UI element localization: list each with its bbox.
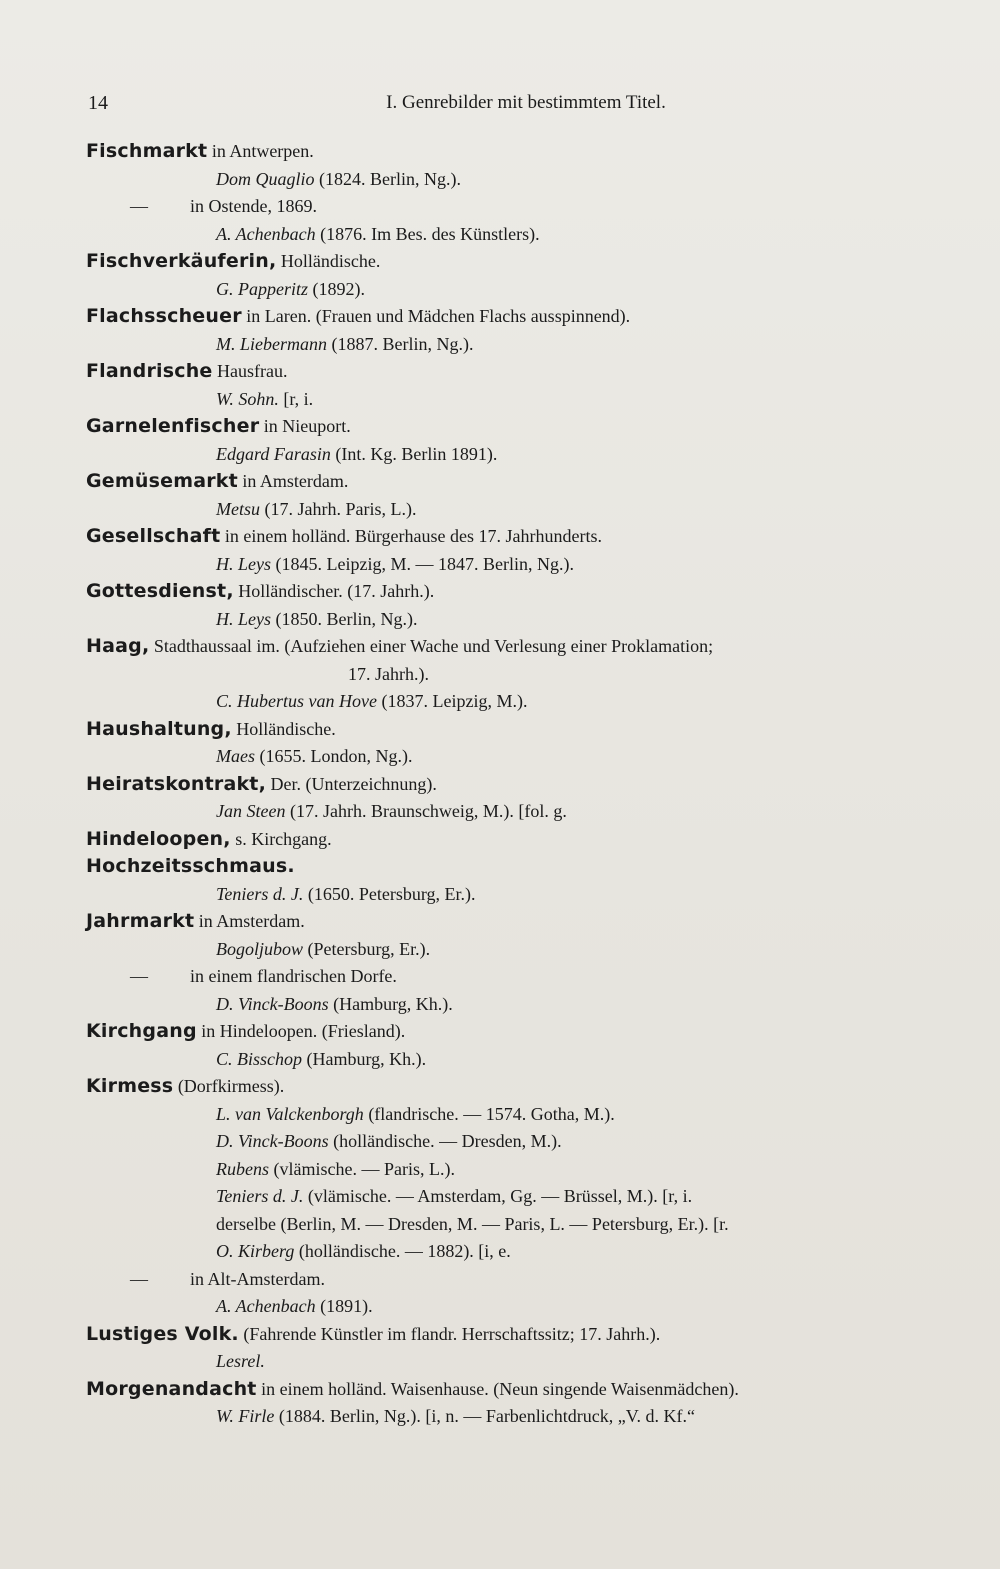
artist-line <box>86 1238 966 1266</box>
entry-keyword: Morgenandacht <box>86 1377 257 1400</box>
artist-details: (1850. Berlin, Ng.). <box>271 608 418 629</box>
index-entries <box>86 138 966 1431</box>
entry-keyword: Gesellschaft <box>86 525 221 547</box>
index-entry <box>86 413 966 441</box>
entry-text: in Amsterdam. <box>237 471 349 491</box>
artist-line <box>86 1348 966 1376</box>
entry-keyword: Gemüsemarkt <box>86 470 238 492</box>
artist-line <box>86 881 966 909</box>
artist-line <box>86 1156 966 1184</box>
repeat-dash: — <box>130 196 148 216</box>
index-entry <box>86 853 966 881</box>
index-entry <box>86 523 966 551</box>
entry-text: in Laren. (Frauen und Mädchen Flachs ausspinnend). <box>241 306 631 326</box>
artist-details: (1824. Berlin, Ng.). <box>314 168 461 189</box>
entry-keyword: Jahrmarkt <box>86 910 195 932</box>
artist-details: (1876. Im Bes. des Künstlers). <box>315 223 540 244</box>
entry-text: Hausfrau. <box>212 361 288 381</box>
artist-name: H. Leys <box>216 553 271 574</box>
artist-details: (Petersburg, Er.). <box>303 938 431 959</box>
entry-text: (Fahrende Künstler im flandr. Herrschaftssitz; 17. Jahrh.). <box>238 1323 661 1344</box>
artist-line <box>86 551 966 579</box>
artist-name: Jan Steen <box>216 801 286 821</box>
index-entry <box>86 1321 966 1349</box>
entry-keyword: Flachsscheuer <box>86 305 242 327</box>
entry-text: in einem holländ. Waisenhause. (Neun singende Waisenmädchen). <box>256 1378 739 1399</box>
artist-name: A. Achenbach <box>216 223 316 244</box>
artist-details: (1650. Petersburg, Er.). <box>303 883 476 904</box>
artist-line <box>86 688 966 716</box>
artist-details: (1845. Leipzig, M. — 1847. Berlin, Ng.). <box>271 553 574 574</box>
entry-text: in Nieuport. <box>259 416 351 436</box>
artist-name: Rubens <box>216 1158 269 1179</box>
artist-name: Maes <box>216 746 255 766</box>
artist-details: (holländische. — Dresden, M.). <box>328 1131 562 1151</box>
artist-name: O. Kirberg <box>216 1241 295 1261</box>
entry-text: in Hindeloopen. (Friesland). <box>196 1021 406 1041</box>
index-entry <box>86 1376 966 1404</box>
index-entry <box>86 468 966 496</box>
artist-line <box>86 1403 966 1431</box>
entry-text: Holländischer. (17. Jahrh.). <box>233 581 435 601</box>
index-entry <box>86 138 966 166</box>
artist-name: D. Vinck-Boons <box>216 993 329 1014</box>
entry-text: Holländische. <box>276 251 381 271</box>
sub-entry-text: in Ostende, 1869. <box>190 196 317 216</box>
artist-name: W. Sohn. <box>216 388 279 409</box>
index-entry <box>86 633 966 661</box>
artist-details: (17. Jahrh. Paris, L.). <box>260 498 417 519</box>
entry-text: in einem holländ. Bürgerhause des 17. Jahrhunderts. <box>220 526 602 546</box>
page-header <box>86 88 946 120</box>
artist-name: C. Bisschop <box>216 1048 303 1069</box>
artist-line <box>86 1046 966 1074</box>
entry-keyword: Haag, <box>86 635 150 657</box>
artist-details: (1837. Leipzig, M.). <box>376 691 528 711</box>
entry-keyword: Fischverkäuferin, <box>86 250 277 272</box>
entry-keyword: Fischmarkt <box>86 140 208 162</box>
index-entry <box>86 771 966 799</box>
artist-name: H. Leys <box>216 608 271 629</box>
artist-details: (vlämische. — Amsterdam, Gg. — Brüssel, M.). [r, i. <box>303 1186 693 1206</box>
artist-line <box>86 936 966 964</box>
artist-line <box>86 743 966 771</box>
index-entry <box>86 826 966 854</box>
artist-name: Teniers d. J. <box>216 1186 304 1206</box>
continuation-line <box>86 661 966 689</box>
artist-details: (1884. Berlin, Ng.). [i, n. — Farbenlichtdruck, „V. d. Kf.“ <box>274 1406 695 1426</box>
index-entry <box>86 908 966 936</box>
artist-name: C. Hubertus van Hove <box>216 691 377 711</box>
artist-name: L. van Valckenborgh <box>216 1103 364 1124</box>
artist-line <box>86 1183 966 1211</box>
repeat-dash: — <box>130 1268 148 1289</box>
artist-name: D. Vinck-Boons <box>216 1131 329 1151</box>
artist-line <box>86 991 966 1019</box>
artist-details: (Hamburg, Kh.). <box>302 1048 427 1069</box>
entry-text: (Dorfkirmess). <box>173 1076 285 1096</box>
index-entry <box>86 716 966 744</box>
artist-name: Edgard Farasin <box>216 443 331 464</box>
artist-name: Dom Quaglio <box>216 168 315 189</box>
entry-text: Holländische. <box>231 718 336 739</box>
entry-keyword: Lustiges Volk. <box>86 1322 239 1345</box>
entry-keyword: Hochzeitsschmaus. <box>86 855 295 877</box>
artist-details: (1655. London, Ng.). <box>255 746 413 766</box>
entry-keyword: Kirmess <box>86 1075 174 1097</box>
index-entry <box>86 1018 966 1046</box>
artist-line <box>86 606 966 634</box>
artist-line <box>86 166 966 194</box>
artist-details: (Hamburg, Kh.). <box>328 993 453 1014</box>
entry-text: in Antwerpen. <box>207 141 314 161</box>
entry-keyword: Garnelenfischer <box>86 415 260 437</box>
artist-details: (17. Jahrh. Braunschweig, M.). [fol. g. <box>285 801 567 821</box>
artist-details: (1891). <box>315 1296 373 1316</box>
artist-details: (vlämische. — Paris, L.). <box>269 1158 455 1179</box>
artist-details: (1887. Berlin, Ng.). <box>327 333 474 354</box>
artist-line <box>86 496 966 524</box>
artist-details: (flandrische. — 1574. Gotha, M.). <box>363 1103 615 1124</box>
entry-text: in Amsterdam. <box>194 911 305 931</box>
sub-entry-text: in Alt-Amsterdam. <box>190 1268 325 1289</box>
index-entry <box>86 303 966 331</box>
artist-name: Lesrel. <box>216 1351 265 1371</box>
entry-text: s. Kirchgang. <box>230 828 332 849</box>
artist-line <box>86 1101 966 1129</box>
artist-name: W. Firle <box>216 1406 275 1426</box>
artist-details: [r, i. <box>278 388 314 409</box>
sub-entry <box>86 193 966 221</box>
artist-name: Bogoljubow <box>216 938 304 959</box>
page-number: 14 <box>88 92 108 114</box>
artist-name: M. Liebermann <box>216 333 327 354</box>
entry-keyword: Hindeloopen, <box>86 827 231 850</box>
running-title: I. Genrebilder mit bestimmtem Titel. <box>386 92 666 113</box>
entry-text: Der. (Unterzeichnung). <box>266 773 437 794</box>
artist-line <box>86 441 966 469</box>
artist-details: (holländische. — 1882). [i, e. <box>294 1241 511 1261</box>
entry-text: Stadthaussaal im. (Aufziehen einer Wache und Verlesung einer Proklamation; <box>149 636 714 656</box>
detail-text: derselbe (Berlin, M. — Dresden, M. — Paris, L. — Petersburg, Er.). [r. <box>216 1213 729 1234</box>
artist-line <box>86 276 966 304</box>
artist-line <box>86 331 966 359</box>
artist-line <box>86 386 966 414</box>
entry-keyword: Flandrische <box>86 360 213 382</box>
artist-line <box>86 1128 966 1156</box>
artist-details: (1892). <box>308 278 365 299</box>
artist-name: Metsu <box>216 498 260 519</box>
index-entry <box>86 358 966 386</box>
detail-line <box>86 1211 966 1239</box>
sub-entry <box>86 1266 966 1294</box>
artist-line <box>86 221 966 249</box>
repeat-dash: — <box>130 966 148 986</box>
index-entry <box>86 578 966 606</box>
sub-entry <box>86 963 966 991</box>
artist-line <box>86 1293 966 1321</box>
entry-keyword: Kirchgang <box>86 1020 197 1042</box>
entry-keyword: Heiratskontrakt, <box>86 772 266 795</box>
entry-keyword: Haushaltung, <box>86 717 232 740</box>
sub-entry-text: in einem flandrischen Dorfe. <box>190 966 397 986</box>
artist-name: A. Achenbach <box>216 1296 316 1316</box>
artist-line <box>86 798 966 826</box>
entry-keyword: Gottesdienst, <box>86 580 234 602</box>
artist-name: G. Papperitz <box>216 278 308 299</box>
index-entry <box>86 248 966 276</box>
artist-name: Teniers d. J. <box>216 883 304 904</box>
continuation-text: 17. Jahrh.). <box>348 663 429 684</box>
artist-details: (Int. Kg. Berlin 1891). <box>330 443 498 464</box>
index-entry <box>86 1073 966 1101</box>
